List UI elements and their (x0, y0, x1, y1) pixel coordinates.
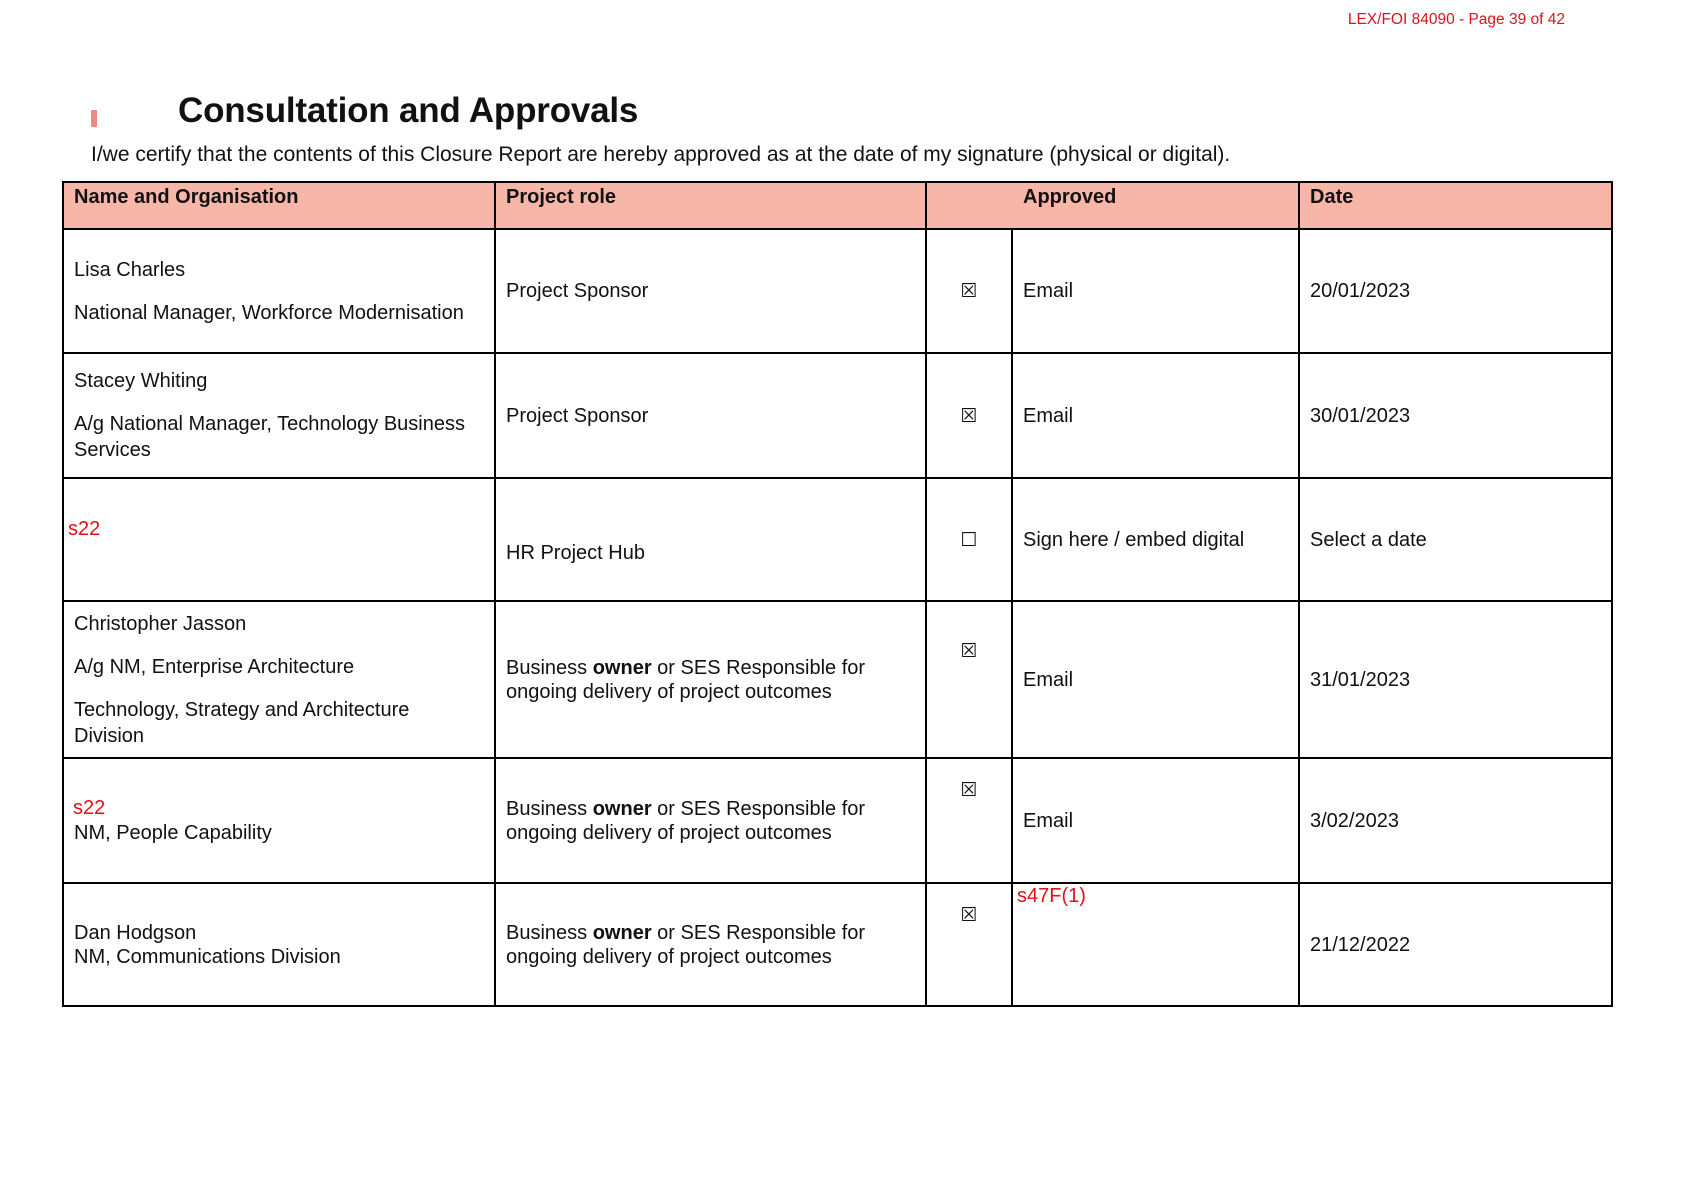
page-title: Consultation and Approvals (178, 91, 639, 130)
approval-checkbox[interactable]: ☐ (926, 478, 1012, 601)
project-role-line1: Business owner or SES Responsible for (506, 797, 866, 820)
redaction-mark: s47F(1) (1017, 885, 1086, 907)
approval-date: 3/02/2023 (1310, 809, 1399, 832)
date-picker-placeholder[interactable]: Select a date (1310, 528, 1427, 551)
header-name: Name and Organisation (63, 182, 495, 229)
name-cell (63, 353, 495, 478)
name-cell (63, 229, 495, 353)
person-org: NM, People Capability (74, 821, 272, 844)
project-role: Project Sponsor (506, 280, 649, 302)
approved-cell (1012, 353, 1299, 478)
project-role-line1: Business owner or SES Responsible for (506, 656, 866, 679)
approval-checkbox[interactable]: ☒ (926, 758, 1012, 883)
table-header-row (63, 182, 1612, 229)
table-row (63, 601, 1612, 758)
approval-checkbox[interactable]: ☒ (926, 229, 1012, 353)
signature-placeholder[interactable]: Sign here / embed digital (1023, 528, 1245, 551)
table-row (63, 883, 1612, 1006)
role-cell (495, 883, 926, 1006)
person-org: National Manager, Workforce Modernisation (74, 301, 464, 324)
name-cell (63, 758, 495, 883)
approval-date: 30/01/2023 (1310, 404, 1411, 427)
approved-cell (1012, 883, 1299, 1006)
date-cell[interactable] (1299, 478, 1612, 601)
role-cell (495, 758, 926, 883)
approval-date: 21/12/2022 (1310, 933, 1411, 956)
approval-method: Email (1023, 280, 1074, 302)
project-role: Project Sponsor (506, 404, 649, 427)
approval-method: Email (1023, 668, 1074, 691)
approval-date: 20/01/2023 (1310, 280, 1411, 302)
approved-cell[interactable] (1012, 478, 1299, 601)
name-cell (63, 478, 495, 601)
foi-page-reference: LEX/FOI 84090 - Page 39 of 42 (1347, 11, 1565, 28)
table-row (63, 353, 1612, 478)
intro-text: I/we certify that the contents of this Closure Report are hereby approved as at the date of my signature (physical or digital). (91, 143, 1231, 166)
project-role-line1: Business owner or SES Responsible for (506, 921, 866, 944)
approvals-table (62, 181, 1613, 1007)
role-cell (495, 353, 926, 478)
role-cell (495, 478, 926, 601)
table-row (63, 758, 1612, 883)
approval-checkbox[interactable]: ☒ (926, 883, 1012, 1006)
person-division: Technology, Strategy and Architecture Division (74, 698, 410, 747)
date-cell (1299, 229, 1612, 353)
date-cell (1299, 883, 1612, 1006)
role-cell (495, 229, 926, 353)
person-name: Dan Hodgson (74, 921, 197, 944)
approval-method: Email (1023, 809, 1074, 832)
project-role-line2: ongoing delivery of project outcomes (506, 945, 832, 968)
person-org: A/g National Manager, Technology Business Services (74, 413, 465, 461)
approval-checkbox[interactable]: ☒ (926, 353, 1012, 478)
project-role-line2: ongoing delivery of project outcomes (506, 821, 832, 844)
name-cell (63, 883, 495, 1006)
header-date: Date (1299, 182, 1612, 229)
name-cell (63, 601, 495, 758)
project-role-line2: ongoing delivery of project outcomes (506, 680, 832, 703)
person-name: Stacey Whiting (74, 370, 208, 392)
redaction-mark: s22 (68, 518, 101, 540)
approval-method: Email (1023, 404, 1074, 427)
header-approved: Approved (926, 182, 1299, 229)
approved-cell (1012, 758, 1299, 883)
approved-cell (1012, 601, 1299, 758)
redaction-mark: s22 (73, 796, 106, 819)
person-org: A/g NM, Enterprise Architecture (74, 655, 355, 678)
person-name: Lisa Charles (74, 258, 186, 281)
approval-checkbox[interactable]: ☒ (926, 601, 1012, 758)
person-name: Christopher Jasson (74, 612, 247, 635)
table-row (63, 229, 1612, 353)
date-cell (1299, 758, 1612, 883)
heading-marker (91, 110, 97, 127)
table-row (63, 478, 1612, 601)
project-role: HR Project Hub (506, 541, 645, 564)
date-cell (1299, 601, 1612, 758)
date-cell (1299, 353, 1612, 478)
approved-cell (1012, 229, 1299, 353)
person-org: NM, Communications Division (74, 945, 341, 968)
approval-date: 31/01/2023 (1310, 668, 1411, 691)
role-cell (495, 601, 926, 758)
header-role: Project role (495, 182, 926, 229)
